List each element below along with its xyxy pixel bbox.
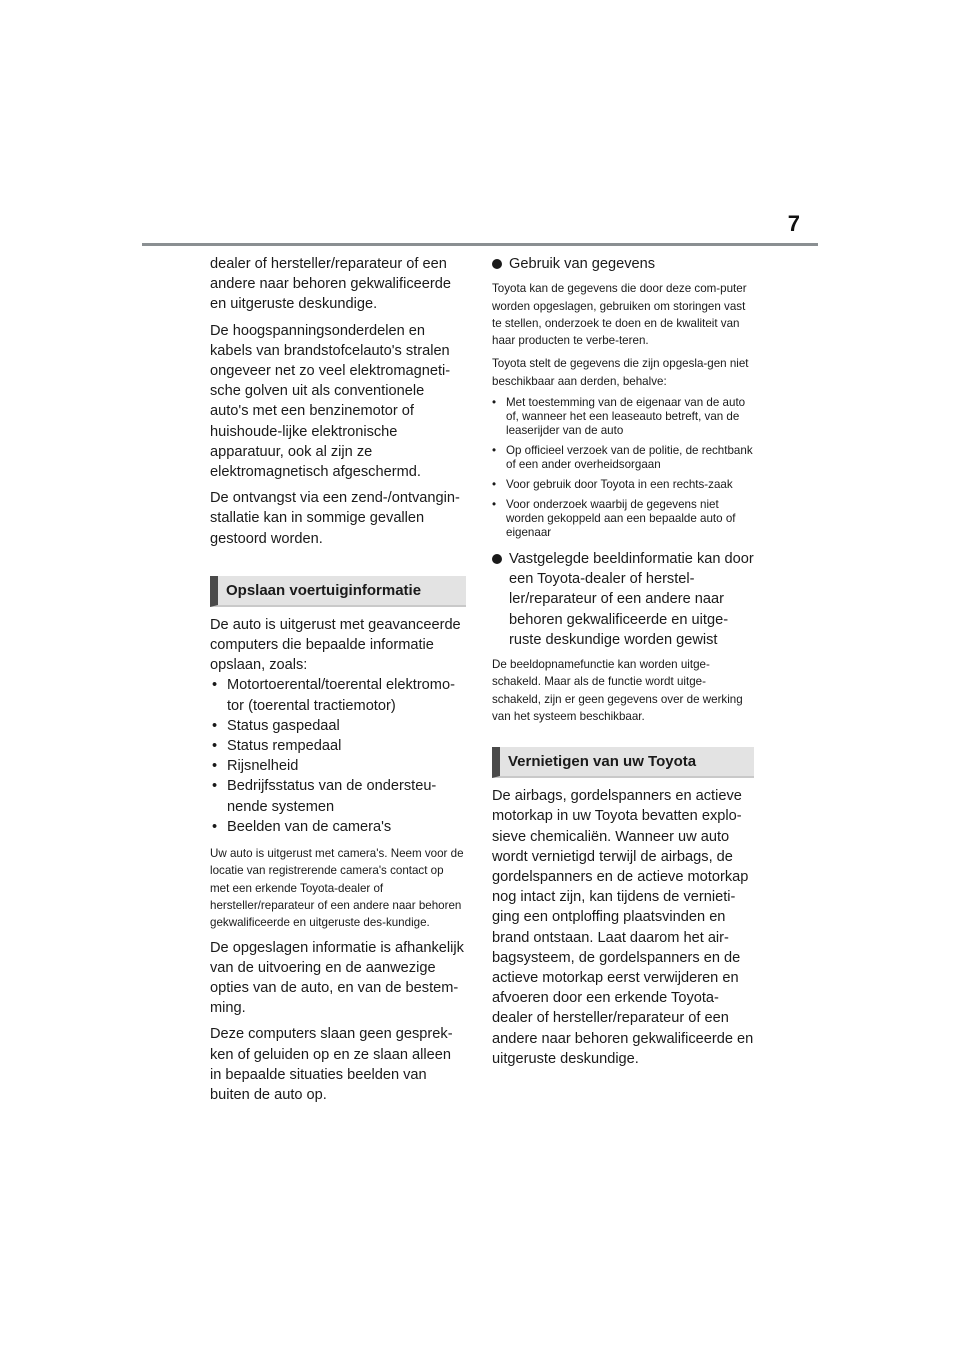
list-item: • Bedrijfsstatus van de ondersteu-nende systemen (210, 776, 466, 816)
note-recording-function: De beeldopnamefunctie kan worden uitge-schakeld. Maar als de functie wordt uitge-schakeld, zijn er geen gegevens over de werking van het systeem beschikbaar. (492, 658, 743, 723)
left-column (210, 254, 466, 1105)
list-item: • Op officieel verzoek van de politie, de rechtbank of een ander overheidsorgaan (492, 444, 754, 472)
right-column (492, 254, 754, 1069)
paragraph-stored-info: De opgeslagen informatie is afhankelijk van de uitvoering en de aanwezige opties van de auto, en van de bestem-ming. (210, 939, 464, 1017)
subheading-image-info: Vastgelegde beeldinformatie kan door een Toyota-dealer of herstel-ler/reparateur of een andere naar behoren gekwalificeerde en uitge-ruste deskundige worden gewist (492, 549, 754, 650)
section-heading-disposal: Vernietigen van uw Toyota (492, 747, 754, 778)
list-item: • Voor onderzoek waarbij de gegevens niet worden gekoppeld aan een bepaalde auto of eigenaar (492, 498, 754, 540)
header-rule (142, 243, 818, 246)
note-third-parties: Toyota stelt de gegevens die zijn opgesla-gen niet beschikbaar aan derden, behalve: (492, 357, 749, 388)
paragraph-reception: De ontvangst via een zend-/ontvangin-stallatie kan in sommige gevallen gestoord worden. (210, 490, 460, 547)
list-item: • Beelden van de camera's (210, 817, 466, 837)
list-item: • Status gaspedaal (210, 716, 466, 736)
paragraph-disposal: De airbags, gordelspanners en actieve motorkap in uw Toyota bevatten explo-sieve chemicaliën. Wanneer uw auto wordt vernietigd terwijl de airbags, de gordelspanners en de actieve motorkap nog intact zijn, kan tijdens de vernieti-ging een ontploffing plaatsvinden en brand ontstaan. Laat daarom het air-bagsysteem, de gordelspanners en de actieve motorkap eerst verwijderen en afvoeren door een erkende Toyota-dealer of hersteller/reparateur of een andere naar behoren gekwalificeerde en uitgeruste deskundige. (492, 788, 754, 1067)
subheading-data-use: Gebruik van gegevens (492, 254, 754, 274)
page-number: 7 (787, 211, 800, 236)
note-cameras: Uw auto is uitgerust met camera's. Neem voor de locatie van registrerende camera's contact op met een erkende Toyota-dealer of hersteller/reparateur of een andere naar behoren gekwalificeerde en uitgeruste des-kundige. (210, 847, 464, 930)
exceptions-list (492, 396, 754, 540)
section-heading-vehicle-info: Opslaan voertuiginformatie (210, 576, 466, 607)
paragraph-no-audio: Deze computers slaan geen gesprek-ken of geluiden op en ze slaan alleen in bepaalde situaties beelden van buiten de auto op. (210, 1026, 453, 1103)
paragraph-dealer: dealer of hersteller/reparateur of een andere naar behoren gekwalificeerde en uitgeruste deskundige. (210, 256, 451, 313)
list-item: • Motortoerental/toerental elektromo-tor (toerental tractiemotor) (210, 675, 466, 715)
bullet-dot-icon (492, 259, 502, 269)
list-item: • Met toestemming van de eigenaar van de auto of, wanneer het een leaseauto betreft, van de leaserijder van de auto (492, 396, 754, 438)
paragraph-computers: De auto is uitgerust met geavanceerde computers die bepaalde informatie opslaan, zoals: (210, 616, 461, 674)
note-data-use: Toyota kan de gegevens die door deze com-puter worden opgeslagen, gebruiken om storingen vast te stellen, onderzoek te doen en de kwaliteit van haar producten te verbe-teren. (492, 282, 747, 348)
paragraph-high-voltage: De hoogspanningsonderdelen en kabels van brandstofcelauto's stralen ongeveer net zo veel elektromagneti-sche golven uit als conventionele auto's met een benzinemotor of huishoude-lijke elektronische apparatuur, ook al zijn ze elektromagnetisch afgeschermd. (210, 322, 451, 481)
stored-info-list (210, 675, 466, 837)
bullet-dot-icon (492, 554, 502, 564)
list-item: • Voor gebruik door Toyota in een rechts-zaak (492, 478, 754, 492)
list-item: • Status rempedaal (210, 736, 466, 756)
list-item: • Rijsnelheid (210, 756, 466, 776)
